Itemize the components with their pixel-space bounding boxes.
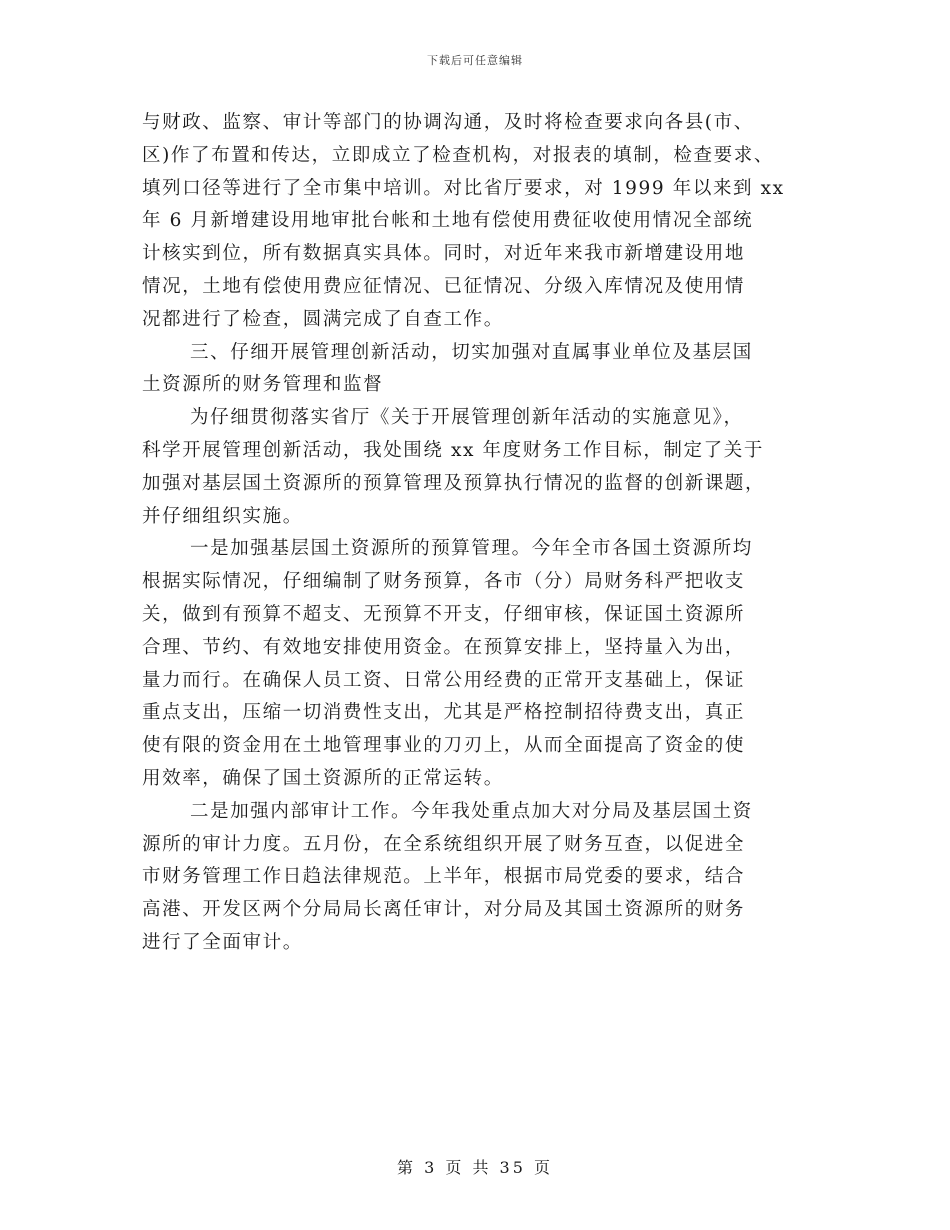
text-line: 根据实际情况，仔细编制了财务预算，各市（分）局财务科严把收支 (142, 571, 746, 593)
body-text (142, 107, 817, 960)
paragraph-first-line: 二是加强内部审计工作。今年我处重点加大对分局及基层国土资 (190, 800, 753, 822)
paragraph-first-line: 三、仔细开展管理创新活动，切实加强对直属事业单位及基层国 (190, 341, 753, 363)
text-line: 区)作了布置和传达，立即成立了检查机构，对报表的填制，检查要求、 (142, 144, 774, 166)
text-line: 使有限的资金用在土地管理事业的刀刃上，从而全面提高了资金的使 (142, 735, 746, 757)
text-line: 用效率，确保了国土资源所的正常运转。 (142, 767, 504, 789)
text-line: 加强对基层国土资源所的预算管理及预算执行情况的监督的创新课题， (142, 472, 766, 494)
text-line: 关，做到有预算不超支、无预算不开支，仔细审核，保证国土资源所 (142, 603, 746, 625)
text-line: 重点支出，压缩一切消费性支出，尤其是严格控制招待费支出，真正 (142, 702, 746, 724)
page-header: 下载后可任意编辑 (427, 54, 523, 67)
text-line: 计核实到位，所有数据真实具体。同时，对近年来我市新增建设用地 (142, 243, 746, 265)
paragraph-first-line: 一是加强基层国土资源所的预算管理。今年全市各国土资源所均 (190, 538, 753, 560)
text-line: 情况，土地有偿使用费应征情况、已征情况、分级入库情况及使用情 (142, 275, 746, 297)
text-line: 合理、节约、有效地安排使用资金。在预算安排上，坚持量入为出， (142, 636, 746, 658)
page-footer: 第 3 页 共 35 页 (397, 1158, 553, 1177)
text-line: 市财务管理工作日趋法律规范。上半年，根据市局党委的要求，结合 (142, 866, 746, 888)
text-line: 量力而行。在确保人员工资、日常公用经费的正常开支基础上，保证 (142, 669, 746, 691)
text-line: 源所的审计力度。五月份，在全系统组织开展了财务互查，以促进全 (142, 833, 746, 855)
paragraph-first-line: 为仔细贯彻落实省厅《关于开展管理创新年活动的实施意见》， (190, 407, 744, 429)
text-line: 高港、开发区两个分局局长离任审计，对分局及其国土资源所的财务 (142, 899, 746, 921)
text-line: 科学开展管理创新活动，我处围绕 xx 年度财务工作目标，制定了关于 (142, 439, 764, 461)
text-line: 与财政、监察、审计等部门的协调沟通，及时将检查要求向各县(市、 (142, 112, 754, 133)
text-line: 填列口径等进行了全市集中培训。对比省厅要求，对 1999 年以来到 xx (142, 177, 785, 199)
text-line: 土资源所的财务管理和监督 (142, 374, 384, 396)
text-line: 并仔细组织实施。 (142, 505, 303, 527)
text-line: 年 6 月新增建设用地审批台帐和土地有偿使用费征收使用情况全部统 (142, 210, 754, 232)
text-line: 况都进行了检查，圆满完成了自查工作。 (142, 308, 504, 330)
text-line: 进行了全面审计。 (142, 931, 303, 953)
